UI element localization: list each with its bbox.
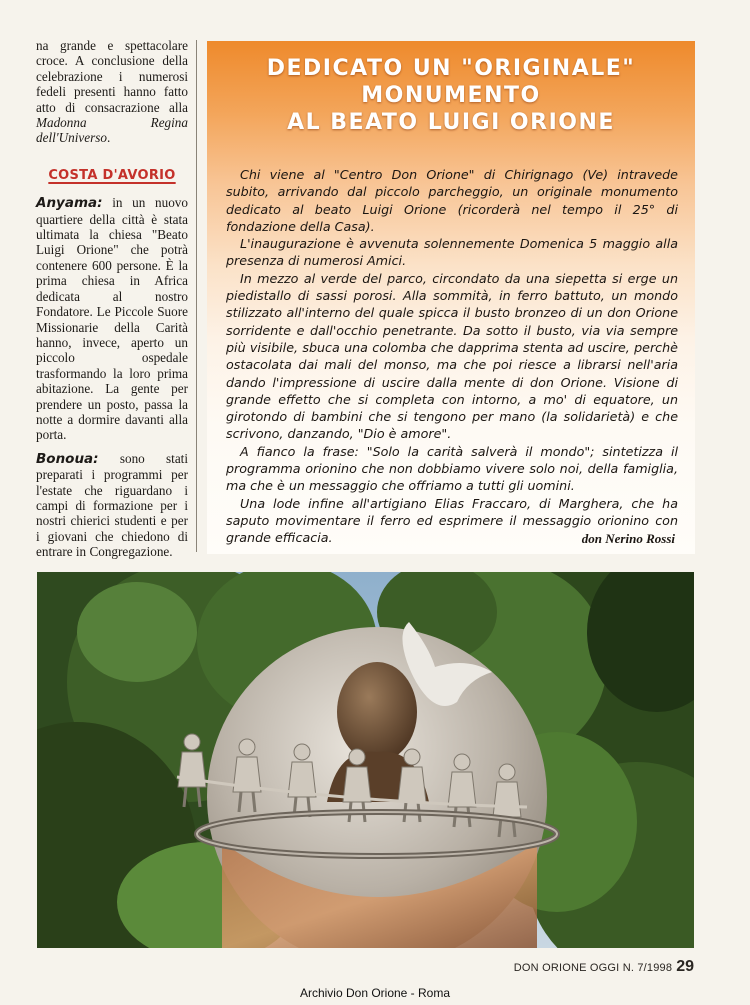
place-name: Anyama: (36, 195, 103, 212)
news-item-bonoua (36, 451, 188, 560)
page-number: 29 (676, 958, 694, 975)
article-paragraph: In mezzo al verde del parco, circondato da una siepetta si erge un piedistallo di sassi porosi. Alla sommità, in ferro battuto, un mondo stilizzato all'interno del quale spicca il busto bronzeo di un don Orione sorridente e dall'occhio penetrante. Da sotto il busto, via via sempre più visibile, sbuca una colomba che dapprima stenta ad uscire, perchè ostacolata dai mali del monso, ma che poi riesce a librarsi nell'aria dando l'impressione di uscire dalla mente di don Orione. Visione di grande effetto che si completa con intorno, a mo' di equatore, un girotondo di bambini che si tengono per mano (la solidarietà) e che scrivono, danzando, "Dio è amore". (226, 270, 678, 442)
article-box (207, 41, 695, 554)
article-paragraph: L'inaugurazione è avvenuta solennemente Domenica 5 maggio alla presenza di numerosi Amici. (226, 236, 678, 269)
headline-line: MONUMENTO (361, 83, 541, 108)
bust-head (337, 662, 417, 762)
section-heading: COSTA D'AVORIO (48, 167, 176, 183)
intro-text: na grande e spettacolare croce. A conclusione della celebrazione i numerosi fedeli presenti hanno fatto atto di consacrazione alla (36, 38, 188, 115)
article-paragraph: Chi viene al "Centro Don Orione" di Chirignago (Ve) intravede subito, arrivando dal piccolo parcheggio, un originale monumento dedicato al beato Luigi Orione (ricorderà nel tempo il 25° di fondazione della Casa). (226, 167, 678, 234)
intro-paragraph (36, 38, 188, 146)
intro-italic: Madonna Regina dell'Universo (36, 115, 188, 146)
news-text: in un nuovo quartiere della città è stata ultimata la chiesa "Beato Luigi Orione" che potrà contenere 600 persone. È la prima chiesa in Africa dedicata al nostro Fondatore. Le Piccole Suore Missionarie della Carità hanno, invece, aperto un piccolo ospedale trasformando la loro prima abitazione. La gente per prendere un posto, passa la notte a dormire davanti alla porta. (36, 195, 188, 443)
article-body (226, 166, 678, 547)
intro-end: . (106, 130, 111, 146)
article-headline (207, 55, 695, 136)
page-footer (514, 958, 694, 976)
monument-photo (37, 572, 694, 948)
left-column (36, 38, 188, 560)
archive-credit: Archivio Don Orione - Roma (299, 986, 451, 1000)
place-name: Bonoua: (36, 450, 99, 467)
column-divider (196, 40, 197, 552)
news-text: sono stati preparati i programmi per l'estate che riguardano i campi di formazione per i nostri chierici studenti e per i giovani che chiedono di entrare in Congregazione. (36, 450, 188, 560)
headline-line: AL BEATO LUIGI ORIONE (287, 110, 615, 135)
headline-line: DEDICATO UN "ORIGINALE" (266, 56, 636, 81)
article-paragraph: A fianco la frase: "Solo la carità salverà il mondo"; sintetizza il programma orionino che non dobbiamo vivere solo noi, della famiglia, ma che è un messaggio che offriamo a tutti gli uomini. (226, 443, 678, 494)
article-signature: don Nerino Rossi (581, 531, 675, 546)
article-paragraph: Una lode infine all'artigiano Elias Fraccaro, di Marghera, che ha saputo movimentare il ferro ed esprimere il messaggio orionino con grande efficacia. (226, 495, 678, 546)
news-item-anyama (36, 195, 188, 443)
monument-illustration (37, 572, 694, 948)
magazine-issue: DON ORIONE OGGI N. 7/1998 (513, 962, 673, 974)
